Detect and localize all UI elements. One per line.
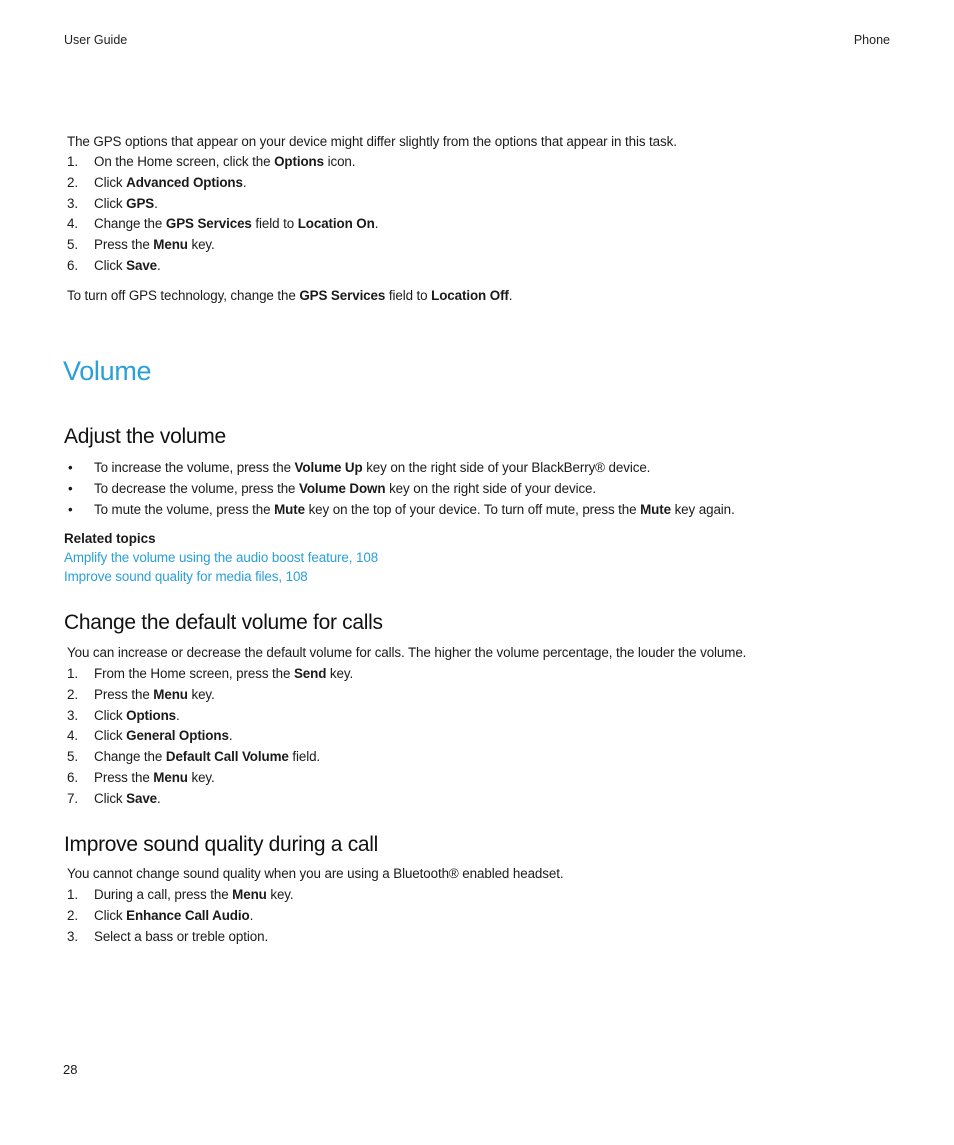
- list-bullet: [67, 459, 735, 480]
- ui-term: GPS Services: [165, 216, 252, 232]
- ui-term: Mute: [640, 501, 671, 517]
- ui-term: Send: [293, 666, 327, 681]
- running-header-right: Phone: [853, 33, 890, 47]
- step-text: Press the: [94, 237, 154, 253]
- related-topics-title: Related topics: [64, 531, 156, 546]
- ui-term: Location On: [297, 216, 375, 232]
- step-text: .: [249, 907, 254, 923]
- list-step: [67, 153, 378, 174]
- ui-term: Menu: [232, 887, 267, 902]
- list-step: [67, 886, 294, 907]
- ui-term: Save: [126, 790, 158, 806]
- step-text: Press the: [94, 769, 154, 785]
- step-text: On the Home screen, click the: [94, 154, 275, 169]
- adjust-volume-bullets: [67, 459, 735, 521]
- default-calls-intro: You can increase or decrease the default volume for calls. The higher the volume percentage, the louder the volume.: [67, 645, 747, 660]
- step-number: 1.: [67, 887, 78, 902]
- list-bullet: [67, 501, 735, 522]
- ui-term: Advanced Options: [126, 174, 243, 190]
- sound-quality-intro: You cannot change sound quality when you are using a Bluetooth® enabled headset.: [67, 866, 564, 881]
- ui-term: Save: [126, 257, 158, 273]
- step-text: Select a bass or treble option.: [94, 928, 269, 944]
- bullet-marker: •: [68, 460, 73, 475]
- step-text: To mute the volume, press the: [94, 501, 275, 517]
- step-text: Click: [94, 728, 127, 744]
- step-text: Change the: [94, 216, 166, 232]
- step-text: During a call, press the: [94, 887, 233, 902]
- step-text: field to: [251, 216, 298, 232]
- list-step: [67, 686, 353, 707]
- step-text: .: [157, 257, 161, 273]
- step-text: Click: [94, 707, 127, 723]
- section-title-volume: Volume: [63, 356, 152, 386]
- step-text: .: [176, 707, 180, 723]
- list-step: [67, 195, 378, 216]
- step-text: .: [374, 216, 379, 232]
- step-text: key.: [187, 686, 215, 702]
- step-number: 4.: [67, 728, 78, 744]
- ui-term: Menu: [153, 769, 188, 785]
- step-text: .: [154, 195, 158, 211]
- step-text: To decrease the volume, press the: [94, 480, 300, 496]
- list-step: [67, 907, 294, 928]
- related-link-audio-boost[interactable]: Amplify the volume using the audio boost feature, 108: [64, 550, 379, 565]
- ui-term: Default Call Volume: [165, 749, 289, 765]
- step-number: 6.: [67, 769, 78, 785]
- gps-intro: The GPS options that appear on your device might differ slightly from the options that appear in this task.: [67, 134, 677, 149]
- list-step: [67, 665, 353, 686]
- step-text: Click: [94, 907, 127, 923]
- step-text: .: [157, 790, 161, 806]
- step-text: .: [242, 174, 247, 190]
- step-text: Click: [94, 790, 127, 806]
- step-text: key again.: [670, 501, 735, 517]
- step-text: Click: [94, 257, 127, 273]
- list-step: [67, 236, 378, 257]
- step-number: 5.: [67, 749, 78, 765]
- step-text: Press the: [94, 686, 154, 702]
- step-number: 3.: [67, 707, 78, 723]
- step-number: 7.: [67, 790, 78, 806]
- page-number: 28: [63, 1062, 78, 1077]
- ui-term: Volume Up: [294, 460, 363, 475]
- step-number: 6.: [67, 257, 78, 273]
- bullet-marker: •: [68, 480, 73, 496]
- ui-term: Menu: [153, 237, 188, 253]
- ui-term: GPS: [126, 195, 155, 211]
- list-bullet: [67, 480, 735, 501]
- list-step: [67, 174, 378, 195]
- step-text: .: [228, 728, 233, 744]
- step-text: field.: [288, 749, 321, 765]
- gps-steps: [67, 153, 378, 278]
- step-text: key.: [187, 237, 215, 253]
- ui-term: Mute: [274, 501, 305, 517]
- step-number: 1.: [67, 154, 78, 169]
- list-step: [67, 727, 353, 748]
- ui-term: Options: [126, 707, 177, 723]
- list-step: [67, 215, 378, 236]
- ui-term: Volume Down: [299, 480, 386, 496]
- step-text: key on the top of your device. To turn off mute, press the: [304, 501, 641, 517]
- list-step: [67, 748, 353, 769]
- ui-term: Enhance Call Audio: [126, 907, 250, 923]
- heading-default-volume-calls: Change the default volume for calls: [64, 611, 383, 634]
- ui-term: Options: [274, 154, 324, 169]
- step-number: 4.: [67, 216, 78, 232]
- heading-adjust-volume: Adjust the volume: [64, 425, 226, 448]
- step-text: To increase the volume, press the: [94, 460, 295, 475]
- running-header-left: User Guide: [64, 33, 128, 47]
- step-text: key.: [326, 666, 354, 681]
- step-number: 3.: [67, 928, 78, 944]
- step-text: key on the right side of your BlackBerry® device.: [362, 460, 651, 475]
- heading-improve-sound-quality: Improve sound quality during a call: [64, 833, 379, 856]
- step-number: 2.: [67, 907, 78, 923]
- step-text: key on the right side of your device.: [385, 480, 597, 496]
- related-link-media-quality[interactable]: Improve sound quality for media files, 108: [64, 569, 308, 584]
- list-step: [67, 790, 353, 811]
- step-text: icon.: [323, 154, 356, 169]
- ui-term: Menu: [153, 686, 188, 702]
- step-text: key.: [187, 769, 215, 785]
- list-step: [67, 928, 294, 949]
- default-calls-steps: [67, 665, 353, 811]
- list-step: [67, 257, 378, 278]
- gps-off-note: To turn off GPS technology, change the GPS Services field to Location Off.: [67, 288, 513, 303]
- step-text: key.: [266, 887, 294, 902]
- list-step: [67, 769, 353, 790]
- list-step: [67, 707, 353, 728]
- step-number: 2.: [67, 174, 78, 190]
- step-text: Change the: [94, 749, 166, 765]
- step-text: Click: [94, 195, 127, 211]
- step-number: 5.: [67, 237, 78, 253]
- step-number: 1.: [67, 666, 78, 681]
- step-number: 2.: [67, 686, 78, 702]
- bullet-marker: •: [68, 501, 73, 517]
- ui-term: General Options: [126, 728, 229, 744]
- sound-quality-steps: [67, 886, 294, 948]
- step-text: From the Home screen, press the: [94, 666, 294, 681]
- step-text: Click: [94, 174, 127, 190]
- step-number: 3.: [67, 195, 78, 211]
